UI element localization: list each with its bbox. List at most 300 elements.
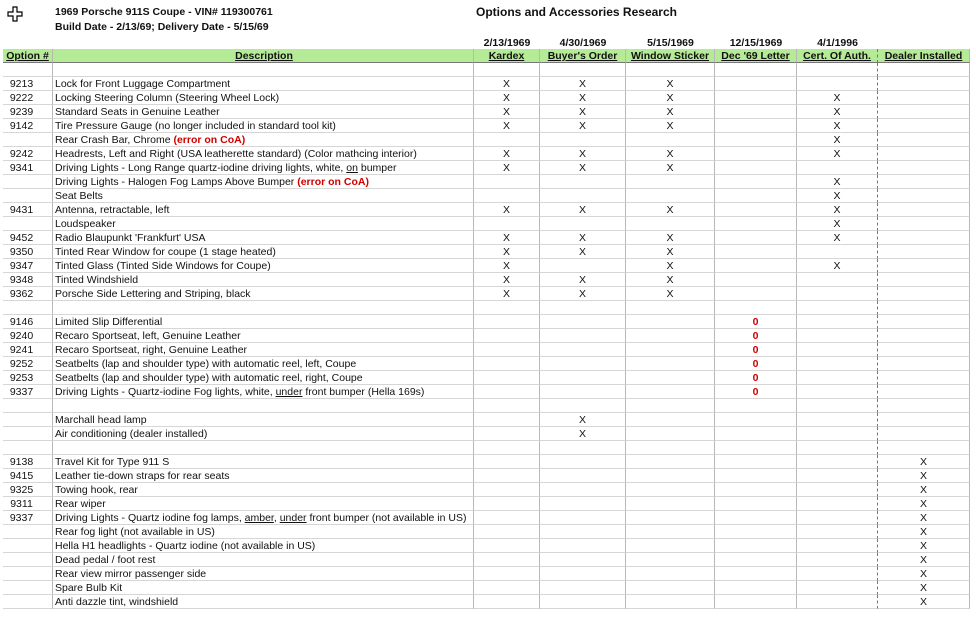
kardex-cell[interactable]: X xyxy=(474,245,540,259)
coa-cell[interactable]: X xyxy=(797,259,878,273)
letter-cell[interactable]: 0 xyxy=(715,357,797,371)
kardex-cell[interactable]: X xyxy=(474,259,540,273)
option-cell[interactable] xyxy=(3,553,53,567)
kardex-cell[interactable] xyxy=(474,497,540,511)
letter-cell[interactable] xyxy=(715,245,797,259)
description-cell[interactable]: Hella H1 headlights - Quartz iodine (not available in US) xyxy=(53,539,474,553)
description-cell[interactable] xyxy=(53,63,474,77)
kardex-cell[interactable]: X xyxy=(474,147,540,161)
kardex-cell[interactable] xyxy=(474,357,540,371)
letter-cell[interactable] xyxy=(715,539,797,553)
buyers-order-cell[interactable] xyxy=(540,259,626,273)
option-cell[interactable] xyxy=(3,525,53,539)
buyers-order-cell[interactable]: X xyxy=(540,147,626,161)
coa-cell[interactable] xyxy=(797,483,878,497)
buyers-order-cell[interactable] xyxy=(540,567,626,581)
letter-cell[interactable] xyxy=(715,203,797,217)
window-sticker-cell[interactable] xyxy=(626,469,715,483)
letter-cell[interactable] xyxy=(715,273,797,287)
coa-cell[interactable]: X xyxy=(797,105,878,119)
window-sticker-cell[interactable] xyxy=(626,497,715,511)
window-sticker-cell[interactable] xyxy=(626,133,715,147)
description-cell[interactable]: Marchall head lamp xyxy=(53,413,474,427)
option-cell[interactable] xyxy=(3,595,53,609)
coa-cell[interactable]: X xyxy=(797,175,878,189)
buyers-order-cell[interactable]: X xyxy=(540,413,626,427)
buyers-order-cell[interactable] xyxy=(540,441,626,455)
description-cell[interactable]: Air conditioning (dealer installed) xyxy=(53,427,474,441)
coa-cell[interactable]: X xyxy=(797,133,878,147)
dealer-cell[interactable] xyxy=(878,91,970,105)
description-cell[interactable]: Loudspeaker xyxy=(53,217,474,231)
letter-cell[interactable] xyxy=(715,469,797,483)
description-cell[interactable]: Rear wiper xyxy=(53,497,474,511)
letter-cell[interactable] xyxy=(715,91,797,105)
coa-cell[interactable]: X xyxy=(797,203,878,217)
kardex-cell[interactable]: X xyxy=(474,203,540,217)
description-cell[interactable]: Spare Bulb Kit xyxy=(53,581,474,595)
coa-cell[interactable] xyxy=(797,469,878,483)
letter-cell[interactable] xyxy=(715,413,797,427)
dealer-cell[interactable] xyxy=(878,217,970,231)
buyers-order-cell[interactable] xyxy=(540,595,626,609)
description-cell[interactable]: Recaro Sportseat, left, Genuine Leather xyxy=(53,329,474,343)
coa-cell[interactable] xyxy=(797,301,878,315)
option-cell[interactable]: 9431 xyxy=(3,203,53,217)
option-cell[interactable] xyxy=(3,301,53,315)
kardex-cell[interactable] xyxy=(474,371,540,385)
description-cell[interactable]: Locking Steering Column (Steering Wheel Lock) xyxy=(53,91,474,105)
dealer-cell[interactable] xyxy=(878,189,970,203)
option-cell[interactable]: 9348 xyxy=(3,273,53,287)
kardex-cell[interactable] xyxy=(474,595,540,609)
description-cell[interactable]: Rear Crash Bar, Chrome (error on CoA) xyxy=(53,133,474,147)
dealer-cell[interactable]: X xyxy=(878,469,970,483)
letter-cell[interactable]: 0 xyxy=(715,343,797,357)
option-cell[interactable]: 9253 xyxy=(3,371,53,385)
description-cell[interactable]: Seatbelts (lap and shoulder type) with automatic reel, left, Coupe xyxy=(53,357,474,371)
kardex-cell[interactable] xyxy=(474,427,540,441)
dealer-cell[interactable]: X xyxy=(878,567,970,581)
kardex-cell[interactable] xyxy=(474,399,540,413)
window-sticker-cell[interactable] xyxy=(626,427,715,441)
kardex-cell[interactable] xyxy=(474,455,540,469)
coa-cell[interactable] xyxy=(797,497,878,511)
coa-cell[interactable] xyxy=(797,581,878,595)
dealer-cell[interactable]: X xyxy=(878,525,970,539)
dealer-cell[interactable]: X xyxy=(878,581,970,595)
coa-cell[interactable] xyxy=(797,525,878,539)
letter-cell[interactable] xyxy=(715,259,797,273)
window-sticker-cell[interactable] xyxy=(626,511,715,525)
option-cell[interactable]: 9341 xyxy=(3,161,53,175)
dealer-cell[interactable] xyxy=(878,161,970,175)
coa-cell[interactable] xyxy=(797,371,878,385)
letter-cell[interactable] xyxy=(715,427,797,441)
window-sticker-cell[interactable]: X xyxy=(626,105,715,119)
kardex-cell[interactable] xyxy=(474,469,540,483)
window-sticker-cell[interactable]: X xyxy=(626,273,715,287)
description-cell[interactable] xyxy=(53,301,474,315)
coa-cell[interactable] xyxy=(797,63,878,77)
header-option[interactable]: Option # xyxy=(3,49,53,63)
header-window-sticker[interactable]: Window Sticker xyxy=(626,49,715,63)
option-cell[interactable]: 9325 xyxy=(3,483,53,497)
header-buyers-order[interactable]: Buyer's Order xyxy=(540,49,626,63)
buyers-order-cell[interactable]: X xyxy=(540,161,626,175)
description-cell[interactable]: Antenna, retractable, left xyxy=(53,203,474,217)
buyers-order-cell[interactable] xyxy=(540,133,626,147)
window-sticker-cell[interactable] xyxy=(626,357,715,371)
kardex-cell[interactable]: X xyxy=(474,273,540,287)
dealer-cell[interactable] xyxy=(878,287,970,301)
dealer-cell[interactable] xyxy=(878,63,970,77)
window-sticker-cell[interactable] xyxy=(626,315,715,329)
buyers-order-cell[interactable] xyxy=(540,483,626,497)
coa-cell[interactable] xyxy=(797,77,878,91)
window-sticker-cell[interactable]: X xyxy=(626,231,715,245)
dealer-cell[interactable] xyxy=(878,231,970,245)
coa-cell[interactable] xyxy=(797,287,878,301)
option-cell[interactable] xyxy=(3,581,53,595)
dealer-cell[interactable] xyxy=(878,105,970,119)
window-sticker-cell[interactable] xyxy=(626,413,715,427)
buyers-order-cell[interactable] xyxy=(540,217,626,231)
description-cell[interactable]: Limited Slip Differential xyxy=(53,315,474,329)
letter-cell[interactable] xyxy=(715,497,797,511)
window-sticker-cell[interactable] xyxy=(626,343,715,357)
header-dealer[interactable]: Dealer Installed xyxy=(878,49,970,63)
dealer-cell[interactable]: X xyxy=(878,483,970,497)
description-cell[interactable]: Tinted Rear Window for coupe (1 stage heated) xyxy=(53,245,474,259)
window-sticker-cell[interactable] xyxy=(626,217,715,231)
kardex-cell[interactable] xyxy=(474,301,540,315)
dealer-cell[interactable] xyxy=(878,175,970,189)
buyers-order-cell[interactable]: X xyxy=(540,287,626,301)
letter-cell[interactable] xyxy=(715,455,797,469)
coa-cell[interactable] xyxy=(797,427,878,441)
header-kardex[interactable]: Kardex xyxy=(474,49,540,63)
description-cell[interactable]: Tire Pressure Gauge (no longer included in standard tool kit) xyxy=(53,119,474,133)
option-cell[interactable] xyxy=(3,567,53,581)
buyers-order-cell[interactable] xyxy=(540,581,626,595)
kardex-cell[interactable] xyxy=(474,175,540,189)
coa-cell[interactable]: X xyxy=(797,119,878,133)
buyers-order-cell[interactable]: X xyxy=(540,91,626,105)
description-cell[interactable]: Anti dazzle tint, windshield xyxy=(53,595,474,609)
letter-cell[interactable] xyxy=(715,525,797,539)
buyers-order-cell[interactable] xyxy=(540,175,626,189)
buyers-order-cell[interactable] xyxy=(540,385,626,399)
option-cell[interactable]: 9452 xyxy=(3,231,53,245)
window-sticker-cell[interactable] xyxy=(626,539,715,553)
window-sticker-cell[interactable]: X xyxy=(626,119,715,133)
window-sticker-cell[interactable] xyxy=(626,455,715,469)
letter-cell[interactable] xyxy=(715,175,797,189)
letter-cell[interactable] xyxy=(715,77,797,91)
dealer-cell[interactable] xyxy=(878,147,970,161)
coa-cell[interactable] xyxy=(797,273,878,287)
option-cell[interactable] xyxy=(3,133,53,147)
window-sticker-cell[interactable]: X xyxy=(626,91,715,105)
buyers-order-cell[interactable]: X xyxy=(540,231,626,245)
window-sticker-cell[interactable]: X xyxy=(626,287,715,301)
option-cell[interactable] xyxy=(3,63,53,77)
description-cell[interactable]: Seatbelts (lap and shoulder type) with automatic reel, right, Coupe xyxy=(53,371,474,385)
option-cell[interactable]: 9142 xyxy=(3,119,53,133)
kardex-cell[interactable] xyxy=(474,63,540,77)
description-cell[interactable]: Standard Seats in Genuine Leather xyxy=(53,105,474,119)
option-cell[interactable]: 9222 xyxy=(3,91,53,105)
option-cell[interactable]: 9242 xyxy=(3,147,53,161)
description-cell[interactable]: Driving Lights - Halogen Fog Lamps Above Bumper (error on CoA) xyxy=(53,175,474,189)
buyers-order-cell[interactable] xyxy=(540,315,626,329)
kardex-cell[interactable]: X xyxy=(474,231,540,245)
window-sticker-cell[interactable]: X xyxy=(626,77,715,91)
option-cell[interactable]: 9415 xyxy=(3,469,53,483)
coa-cell[interactable]: X xyxy=(797,189,878,203)
kardex-cell[interactable] xyxy=(474,441,540,455)
letter-cell[interactable] xyxy=(715,147,797,161)
option-cell[interactable]: 9213 xyxy=(3,77,53,91)
dealer-cell[interactable] xyxy=(878,77,970,91)
description-cell[interactable]: Radio Blaupunkt 'Frankfurt' USA xyxy=(53,231,474,245)
window-sticker-cell[interactable] xyxy=(626,399,715,413)
dealer-cell[interactable] xyxy=(878,273,970,287)
letter-cell[interactable] xyxy=(715,567,797,581)
window-sticker-cell[interactable] xyxy=(626,595,715,609)
kardex-cell[interactable] xyxy=(474,483,540,497)
coa-cell[interactable] xyxy=(797,315,878,329)
description-cell[interactable]: Lock for Front Luggage Compartment xyxy=(53,77,474,91)
buyers-order-cell[interactable] xyxy=(540,469,626,483)
letter-cell[interactable] xyxy=(715,581,797,595)
kardex-cell[interactable]: X xyxy=(474,161,540,175)
window-sticker-cell[interactable] xyxy=(626,567,715,581)
dealer-cell[interactable] xyxy=(878,329,970,343)
description-cell[interactable]: Porsche Side Lettering and Striping, black xyxy=(53,287,474,301)
description-cell[interactable]: Driving Lights - Long Range quartz-iodine driving lights, white, on bumper xyxy=(53,161,474,175)
buyers-order-cell[interactable] xyxy=(540,539,626,553)
description-cell[interactable]: Driving Lights - Quartz-iodine Fog lights, white, under front bumper (Hella 169s) xyxy=(53,385,474,399)
letter-cell[interactable]: 0 xyxy=(715,385,797,399)
option-cell[interactable]: 9239 xyxy=(3,105,53,119)
description-cell[interactable] xyxy=(53,441,474,455)
dealer-cell[interactable] xyxy=(878,357,970,371)
description-cell[interactable]: Tinted Windshield xyxy=(53,273,474,287)
window-sticker-cell[interactable] xyxy=(626,483,715,497)
buyers-order-cell[interactable] xyxy=(540,301,626,315)
description-cell[interactable]: Travel Kit for Type 911 S xyxy=(53,455,474,469)
option-cell[interactable]: 9311 xyxy=(3,497,53,511)
option-cell[interactable]: 9337 xyxy=(3,385,53,399)
dealer-cell[interactable] xyxy=(878,203,970,217)
option-cell[interactable]: 9138 xyxy=(3,455,53,469)
option-cell[interactable] xyxy=(3,441,53,455)
coa-cell[interactable] xyxy=(797,399,878,413)
window-sticker-cell[interactable] xyxy=(626,189,715,203)
kardex-cell[interactable]: X xyxy=(474,91,540,105)
buyers-order-cell[interactable]: X xyxy=(540,119,626,133)
coa-cell[interactable] xyxy=(797,567,878,581)
dealer-cell[interactable] xyxy=(878,315,970,329)
option-cell[interactable]: 9252 xyxy=(3,357,53,371)
option-cell[interactable] xyxy=(3,175,53,189)
kardex-cell[interactable] xyxy=(474,217,540,231)
letter-cell[interactable] xyxy=(715,105,797,119)
kardex-cell[interactable] xyxy=(474,315,540,329)
window-sticker-cell[interactable]: X xyxy=(626,203,715,217)
buyers-order-cell[interactable] xyxy=(540,455,626,469)
letter-cell[interactable] xyxy=(715,399,797,413)
description-cell[interactable]: Rear fog light (not available in US) xyxy=(53,525,474,539)
window-sticker-cell[interactable] xyxy=(626,441,715,455)
kardex-cell[interactable] xyxy=(474,385,540,399)
buyers-order-cell[interactable] xyxy=(540,357,626,371)
dealer-cell[interactable]: X xyxy=(878,595,970,609)
option-cell[interactable] xyxy=(3,539,53,553)
option-cell[interactable] xyxy=(3,413,53,427)
dealer-cell[interactable] xyxy=(878,413,970,427)
description-cell[interactable] xyxy=(53,399,474,413)
kardex-cell[interactable]: X xyxy=(474,287,540,301)
buyers-order-cell[interactable] xyxy=(540,63,626,77)
buyers-order-cell[interactable] xyxy=(540,525,626,539)
dealer-cell[interactable] xyxy=(878,441,970,455)
window-sticker-cell[interactable] xyxy=(626,175,715,189)
letter-cell[interactable] xyxy=(715,231,797,245)
kardex-cell[interactable] xyxy=(474,553,540,567)
buyers-order-cell[interactable] xyxy=(540,329,626,343)
description-cell[interactable]: Towing hook, rear xyxy=(53,483,474,497)
description-cell[interactable]: Tinted Glass (Tinted Side Windows for Coupe) xyxy=(53,259,474,273)
letter-cell[interactable] xyxy=(715,595,797,609)
coa-cell[interactable] xyxy=(797,553,878,567)
coa-cell[interactable] xyxy=(797,245,878,259)
description-cell[interactable]: Dead pedal / foot rest xyxy=(53,553,474,567)
buyers-order-cell[interactable]: X xyxy=(540,245,626,259)
kardex-cell[interactable] xyxy=(474,539,540,553)
dealer-cell[interactable]: X xyxy=(878,511,970,525)
buyers-order-cell[interactable] xyxy=(540,497,626,511)
option-cell[interactable] xyxy=(3,217,53,231)
window-sticker-cell[interactable] xyxy=(626,553,715,567)
kardex-cell[interactable] xyxy=(474,567,540,581)
option-cell[interactable]: 9362 xyxy=(3,287,53,301)
kardex-cell[interactable]: X xyxy=(474,77,540,91)
letter-cell[interactable] xyxy=(715,161,797,175)
window-sticker-cell[interactable]: X xyxy=(626,147,715,161)
letter-cell[interactable]: 0 xyxy=(715,329,797,343)
letter-cell[interactable]: 0 xyxy=(715,315,797,329)
description-cell[interactable]: Seat Belts xyxy=(53,189,474,203)
dealer-cell[interactable]: X xyxy=(878,553,970,567)
window-sticker-cell[interactable] xyxy=(626,385,715,399)
dealer-cell[interactable] xyxy=(878,301,970,315)
buyers-order-cell[interactable] xyxy=(540,553,626,567)
dealer-cell[interactable]: X xyxy=(878,539,970,553)
window-sticker-cell[interactable] xyxy=(626,329,715,343)
kardex-cell[interactable] xyxy=(474,189,540,203)
option-cell[interactable]: 9241 xyxy=(3,343,53,357)
window-sticker-cell[interactable] xyxy=(626,301,715,315)
header-coa[interactable]: Cert. Of Auth. xyxy=(797,49,878,63)
coa-cell[interactable] xyxy=(797,413,878,427)
coa-cell[interactable] xyxy=(797,455,878,469)
letter-cell[interactable] xyxy=(715,133,797,147)
dealer-cell[interactable]: X xyxy=(878,497,970,511)
kardex-cell[interactable] xyxy=(474,511,540,525)
description-cell[interactable]: Leather tie-down straps for rear seats xyxy=(53,469,474,483)
buyers-order-cell[interactable] xyxy=(540,399,626,413)
buyers-order-cell[interactable]: X xyxy=(540,105,626,119)
option-cell[interactable]: 9337 xyxy=(3,511,53,525)
dealer-cell[interactable] xyxy=(878,385,970,399)
coa-cell[interactable] xyxy=(797,595,878,609)
dealer-cell[interactable] xyxy=(878,399,970,413)
letter-cell[interactable] xyxy=(715,63,797,77)
dealer-cell[interactable] xyxy=(878,245,970,259)
kardex-cell[interactable]: X xyxy=(474,119,540,133)
option-cell[interactable]: 9350 xyxy=(3,245,53,259)
coa-cell[interactable] xyxy=(797,357,878,371)
header-letter[interactable]: Dec '69 Letter xyxy=(715,49,797,63)
option-cell[interactable]: 9146 xyxy=(3,315,53,329)
letter-cell[interactable] xyxy=(715,287,797,301)
coa-cell[interactable]: X xyxy=(797,91,878,105)
description-cell[interactable]: Rear view mirror passenger side xyxy=(53,567,474,581)
option-cell[interactable] xyxy=(3,427,53,441)
buyers-order-cell[interactable] xyxy=(540,371,626,385)
window-sticker-cell[interactable]: X xyxy=(626,161,715,175)
option-cell[interactable]: 9240 xyxy=(3,329,53,343)
coa-cell[interactable] xyxy=(797,441,878,455)
buyers-order-cell[interactable]: X xyxy=(540,203,626,217)
dealer-cell[interactable] xyxy=(878,371,970,385)
header-description[interactable]: Description xyxy=(53,49,474,63)
buyers-order-cell[interactable] xyxy=(540,511,626,525)
kardex-cell[interactable] xyxy=(474,581,540,595)
window-sticker-cell[interactable] xyxy=(626,525,715,539)
window-sticker-cell[interactable] xyxy=(626,581,715,595)
window-sticker-cell[interactable] xyxy=(626,371,715,385)
kardex-cell[interactable]: X xyxy=(474,105,540,119)
buyers-order-cell[interactable]: X xyxy=(540,273,626,287)
kardex-cell[interactable] xyxy=(474,329,540,343)
letter-cell[interactable] xyxy=(715,301,797,315)
description-cell[interactable]: Driving Lights - Quartz iodine fog lamps, amber, under front bumper (not available in US) xyxy=(53,511,474,525)
window-sticker-cell[interactable]: X xyxy=(626,259,715,273)
coa-cell[interactable] xyxy=(797,511,878,525)
description-cell[interactable]: Recaro Sportseat, right, Genuine Leather xyxy=(53,343,474,357)
option-cell[interactable] xyxy=(3,189,53,203)
coa-cell[interactable] xyxy=(797,385,878,399)
coa-cell[interactable]: X xyxy=(797,231,878,245)
option-cell[interactable]: 9347 xyxy=(3,259,53,273)
buyers-order-cell[interactable] xyxy=(540,343,626,357)
letter-cell[interactable] xyxy=(715,511,797,525)
coa-cell[interactable] xyxy=(797,539,878,553)
dealer-cell[interactable] xyxy=(878,343,970,357)
window-sticker-cell[interactable]: X xyxy=(626,245,715,259)
description-cell[interactable]: Headrests, Left and Right (USA leatherette standard) (Color mathcing interior) xyxy=(53,147,474,161)
letter-cell[interactable] xyxy=(715,217,797,231)
window-sticker-cell[interactable] xyxy=(626,63,715,77)
coa-cell[interactable]: X xyxy=(797,217,878,231)
letter-cell[interactable] xyxy=(715,441,797,455)
letter-cell[interactable]: 0 xyxy=(715,371,797,385)
kardex-cell[interactable] xyxy=(474,525,540,539)
